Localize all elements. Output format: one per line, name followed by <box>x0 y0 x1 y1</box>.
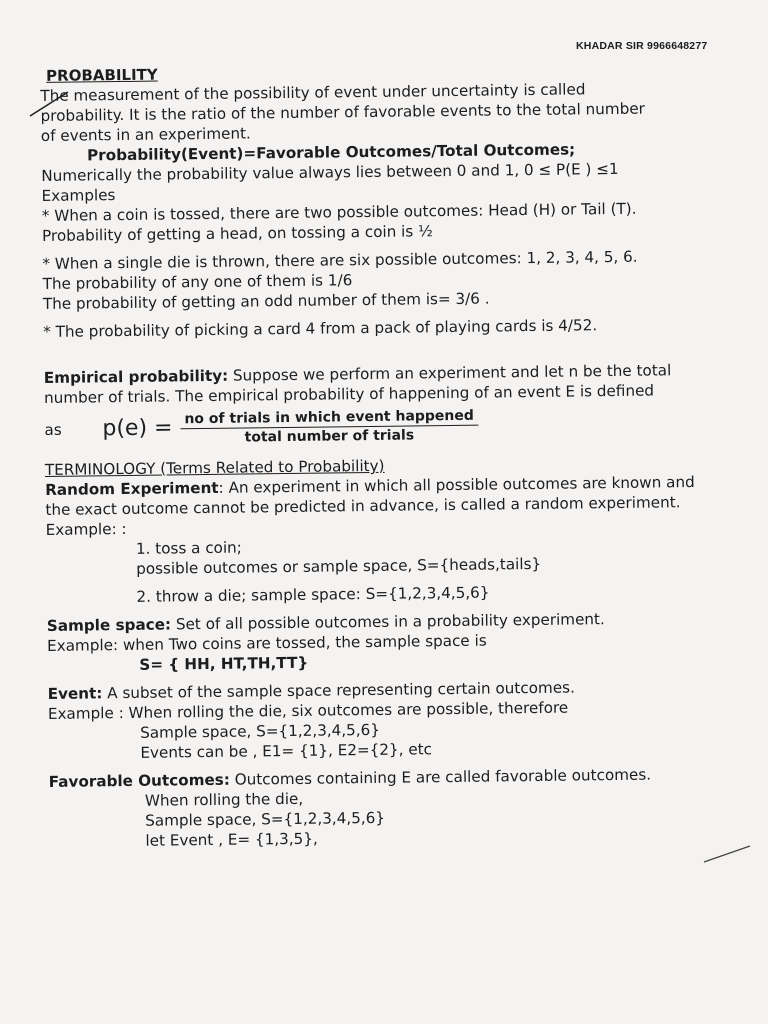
example-line: * When a single die is thrown, there are six possible outcomes: 1, 2, 3, 4, 5, 6. <box>42 247 638 273</box>
random-line: the exact outcome cannot be predicted in advance, is called a random experiment. <box>45 493 681 519</box>
intro-line: of events in an experiment. <box>40 124 251 145</box>
empirical-line: number of trials. The empirical probability of happening of an event E is defined <box>43 381 655 407</box>
terminology-heading: TERMINOLOGY (Terms Related to Probability) <box>44 456 385 479</box>
formula-fraction <box>180 406 478 447</box>
event-text: A subset of the sample space representing certain outcomes. <box>102 678 575 703</box>
sample-space-set: S= { HH, HT,TH,TT} <box>139 653 309 674</box>
page-title: PROBABILITY <box>46 65 158 85</box>
favorable-item: When rolling the die, <box>144 789 304 810</box>
event-example-item: Sample space, S={1,2,3,4,5,6} <box>140 720 381 742</box>
probability-formula: Probability(Event)=Favorable Outcomes/Total Outcomes; <box>86 140 576 165</box>
random-text: : An experiment in which all possible outcomes are known and <box>218 473 695 497</box>
empirical-text: Suppose we perform an experiment and let n be the total <box>228 361 672 385</box>
example-line: The probability of any one of them is 1/6 <box>42 271 353 293</box>
random-example-item: 2. throw a die; sample space: S={1,2,3,4,5,6} <box>136 583 490 606</box>
random-example-item: possible outcomes or sample space, S={heads,tails} <box>136 554 542 578</box>
range-line: Numerically the probability value always lies between 0 and 1, 0 ≤ P(E ) ≤1 <box>41 159 619 185</box>
example-line: Probability of getting a head, on tossing a coin is ½ <box>41 222 433 245</box>
favorable-text: Outcomes containing E are called favorable outcomes. <box>229 765 652 789</box>
formula-numerator: no of trials in which event happened <box>180 406 478 429</box>
intro-line: The measurement of the possibility of event under uncertainty is called <box>40 80 586 105</box>
document-body <box>40 57 750 851</box>
empirical-term: Empirical probability: <box>43 366 229 387</box>
random-term: Random Experiment <box>45 478 219 499</box>
formula-as: as <box>44 420 62 439</box>
header-author: KHADAR SIR 9966648277 <box>576 40 708 52</box>
example-line: * When a coin is tossed, there are two possible outcomes: Head (H) or Tail (T). <box>41 199 637 225</box>
formula-lhs: p(e) = <box>102 415 173 442</box>
formula-denominator: total number of trials <box>244 426 415 446</box>
favorable-item: Sample space, S={1,2,3,4,5,6} <box>145 808 386 830</box>
favorable-term: Favorable Outcomes: <box>48 770 230 791</box>
sample-space-example: Example: when Two coins are tossed, the sample space is <box>46 631 487 655</box>
example-line: * The probability of picking a card 4 from a pack of playing cards is 4/52. <box>43 316 598 341</box>
examples-heading: Examples <box>41 186 116 205</box>
intro-line: probability. It is the ratio of the number of favorable events to the total number <box>40 99 645 125</box>
pen-stroke-mark <box>700 840 760 870</box>
sample-space-text: Set of all possible outcomes in a probability experiment. <box>170 610 605 634</box>
favorable-item: let Event , E= {1,3,5}, <box>145 829 318 850</box>
random-example-item: 1. toss a coin; <box>135 538 242 558</box>
event-example: Example : When rolling the die, six outcomes are possible, therefore <box>47 698 569 723</box>
sample-space-term: Sample space: <box>46 615 172 635</box>
example-line: The probability of getting an odd number of them is= 3/6 . <box>42 289 490 313</box>
event-example-item: Events can be , E1= {1}, E2={2}, etc <box>140 740 433 762</box>
random-example-label: Example: : <box>45 519 127 539</box>
event-term: Event: <box>47 684 103 703</box>
